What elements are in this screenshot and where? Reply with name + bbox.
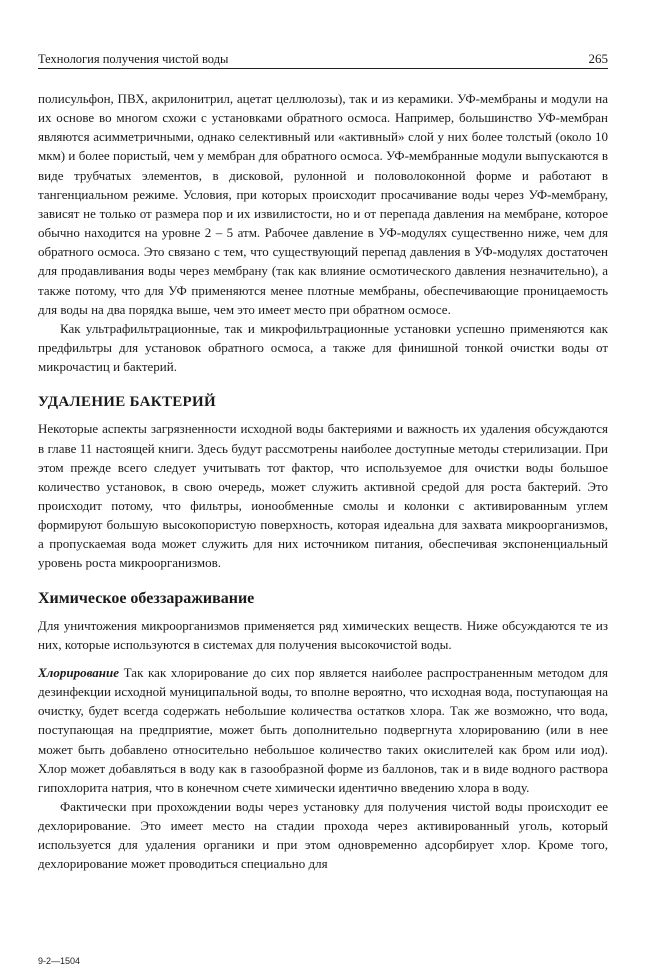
- running-title: Технология получения чистой воды: [38, 52, 229, 66]
- paragraph-chlorination: [38, 663, 608, 797]
- paragraph-prefilters: Как ультрафильтрационные, так и микрофильтрационные установки успешно применяются как предфильтры для установок обратного осмоса, а также для финишной тонкой очистки воды от микрочастиц и бактерий.: [38, 320, 608, 375]
- running-header: [38, 52, 608, 69]
- section-title-bacteria-removal: УДАЛЕНИЕ БАКТЕРИЙ: [38, 394, 216, 411]
- run-in-heading-chlorination: Хлорирование: [38, 664, 120, 680]
- paragraph-chemicals-intro: Для уничтожения микроорганизмов применяется ряд химических веществ. Ниже обсуждаются те из них, которые используются в системах для получения высокочистой воды.: [38, 617, 608, 652]
- paragraph-dechlorination: Фактически при прохождении воды через установку для получения чистой воды происходит ее дехлорирование. Это имеет место на стадии прохода через активированный уголь, который используется для удаления органики и при этом одновременно адсорбирует хлор. Кроме того, дехлорирование может проводиться специально для: [38, 799, 608, 872]
- paragraph-uf-membranes: полисульфон, ПВХ, акрилонитрил, ацетат целлюлозы), так и из керамики. УФ-мембраны и модули на их основе во многом схожи с установками обратного осмоса. Например, большинство УФ-мембран являются асимметричными, однако селективный или «активный» слой у них более толстый (около 10 мкм) и более пористый, чем у мембран для обратного осмоса. УФ-мембранные модули выпускаются в виде трубчатых элементов, в дисковой, рулонной и половолоконной форме и работают в тангенциальном режиме. Условия, при которых происходит просачивание воды через УФ-мембрану, зависят не только от размера пор и их извилистости, но и от перепада давления на мембране, которое обычно находится на уровне 2 – 5 атм. Рабочее давление в УФ-модулях существенно ниже, чем для обратного осмоса. Это связано с тем, что существующий перепад давления в УФ-модулях достаточен для продавливания воды через мембрану (так как влияние осмотического давления незначительно), а также потому, что для УФ применяются менее плотные мембраны, обеспечивающие проницаемость для воды на два порядка выше, чем это имеет место при обратном осмосе.: [38, 91, 608, 317]
- paragraph-bacteria-aspects: Некоторые аспекты загрязненности исходной воды бактериями и важность их удаления обсуждаются в главе 11 настоящей книги. Здесь будут рассмотрены наиболее доступные методы стерилизации. При этом прежде всего следует учитывать тот фактор, что используемое для очистки воды большое количество установок, в свою очередь, может служить активной средой для роста бактерий. Это происходит потому, что фильтры, ионообменные смолы и колонки с активированным углем формируют большую высокопористую поверхность, которая идеальна для захвата микроорганизмов, а пропускаемая вода может служить для них источником питания, обеспечивая экспоненциальный уровень роста микроорганизмов.: [38, 421, 608, 571]
- book-page: [38, 52, 608, 874]
- page-number: 265: [588, 51, 608, 66]
- paragraph-chlorination-text: Так как хлорирование до сих пор является наиболее распространенным методом для дезинфекции исходной муниципальной воды, то вполне вероятно, что исходная вода, поступающая на очистку, будет всегда содержать небольшие количества остатков хлора. Так же возможно, что вода, поступающая на предприятие, может быть дополнительно подвергнута хлорированию (или в нее может быть добавлено относительно небольшое количество таких окислителей как бром или иод). Хлор может добавляться в воду как в газообразной форме из баллонов, так и в виде водного раствора гипохлорита натрия, что в конечном счете химически идентично введению хлора в воду.: [38, 664, 608, 795]
- page-body: [38, 89, 608, 874]
- printer-signature: 9-2—1504: [38, 956, 81, 966]
- subsection-title-chemical-disinfection: Химическое обеззараживание: [38, 589, 255, 607]
